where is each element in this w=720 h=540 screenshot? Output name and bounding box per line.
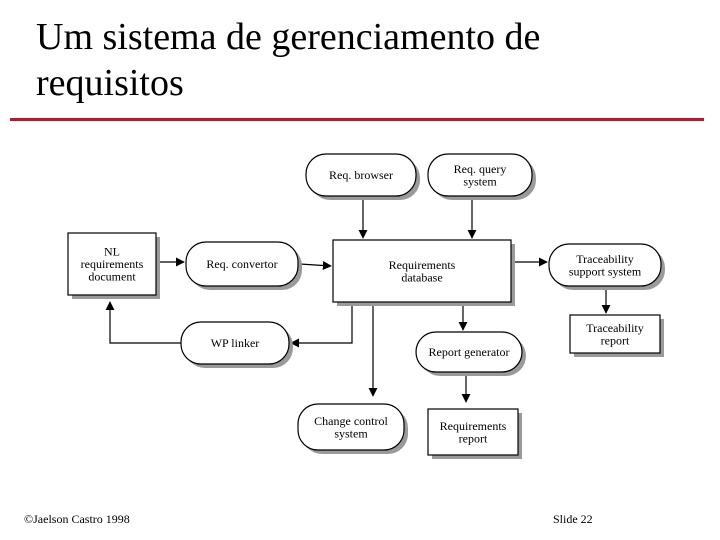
node-change-control-system-label: Change control: [314, 413, 388, 428]
node-req-convertor: [186, 242, 302, 290]
node-req-browser: [306, 154, 420, 200]
node-traceability-support-label: support system: [568, 264, 642, 279]
node-req-browser-label: Req. browser: [329, 168, 393, 182]
node-traceability-report-label: Traceability: [586, 320, 644, 335]
node-traceability-report-label: report: [600, 333, 630, 348]
node-report-generator-label: Report generator: [428, 345, 510, 359]
node-req-query-system-label: Req. query: [453, 161, 507, 176]
node-requirements-report: [428, 409, 522, 459]
node-requirements-database: [333, 240, 515, 306]
node-wp-linker: [181, 322, 293, 368]
node-traceability-report: [570, 315, 664, 357]
node-req-query-system: [428, 154, 536, 200]
node-nl-requirements-doc-label: document: [88, 269, 136, 284]
slide-number: Slide 22: [553, 512, 593, 526]
node-report-generator: [416, 332, 526, 376]
node-requirements-report-label: Requirements: [439, 418, 507, 433]
node-req-convertor-label: Req. convertor: [206, 257, 278, 271]
node-change-control-system-label: system: [334, 426, 368, 441]
diagram-nodes: [68, 154, 665, 459]
node-traceability-support-label: Traceability: [576, 251, 634, 266]
node-requirements-database-label: Requirements: [388, 257, 456, 272]
arrow-database-to-wp-linker: [291, 302, 352, 343]
slide-title: Um sistema de gerenciamento de requisitos: [36, 16, 541, 104]
node-change-control-system: [298, 404, 408, 454]
node-requirements-report-label: report: [458, 431, 488, 446]
node-nl-requirements-doc-label: requirements: [80, 257, 144, 271]
arrow-wp-linker-to-nl-document: [110, 302, 181, 343]
node-nl-requirements-doc-label: NL: [104, 244, 120, 259]
copyright-footer: ©Jaelson Castro 1998: [24, 512, 130, 526]
node-requirements-database-label: database: [401, 270, 443, 285]
node-nl-requirements-doc: [68, 233, 160, 299]
arrow-convertor-to-database: [300, 264, 331, 266]
node-req-query-system-label: system: [463, 174, 497, 189]
node-wp-linker-label: WP linker: [210, 336, 260, 350]
node-traceability-support: [549, 244, 665, 290]
